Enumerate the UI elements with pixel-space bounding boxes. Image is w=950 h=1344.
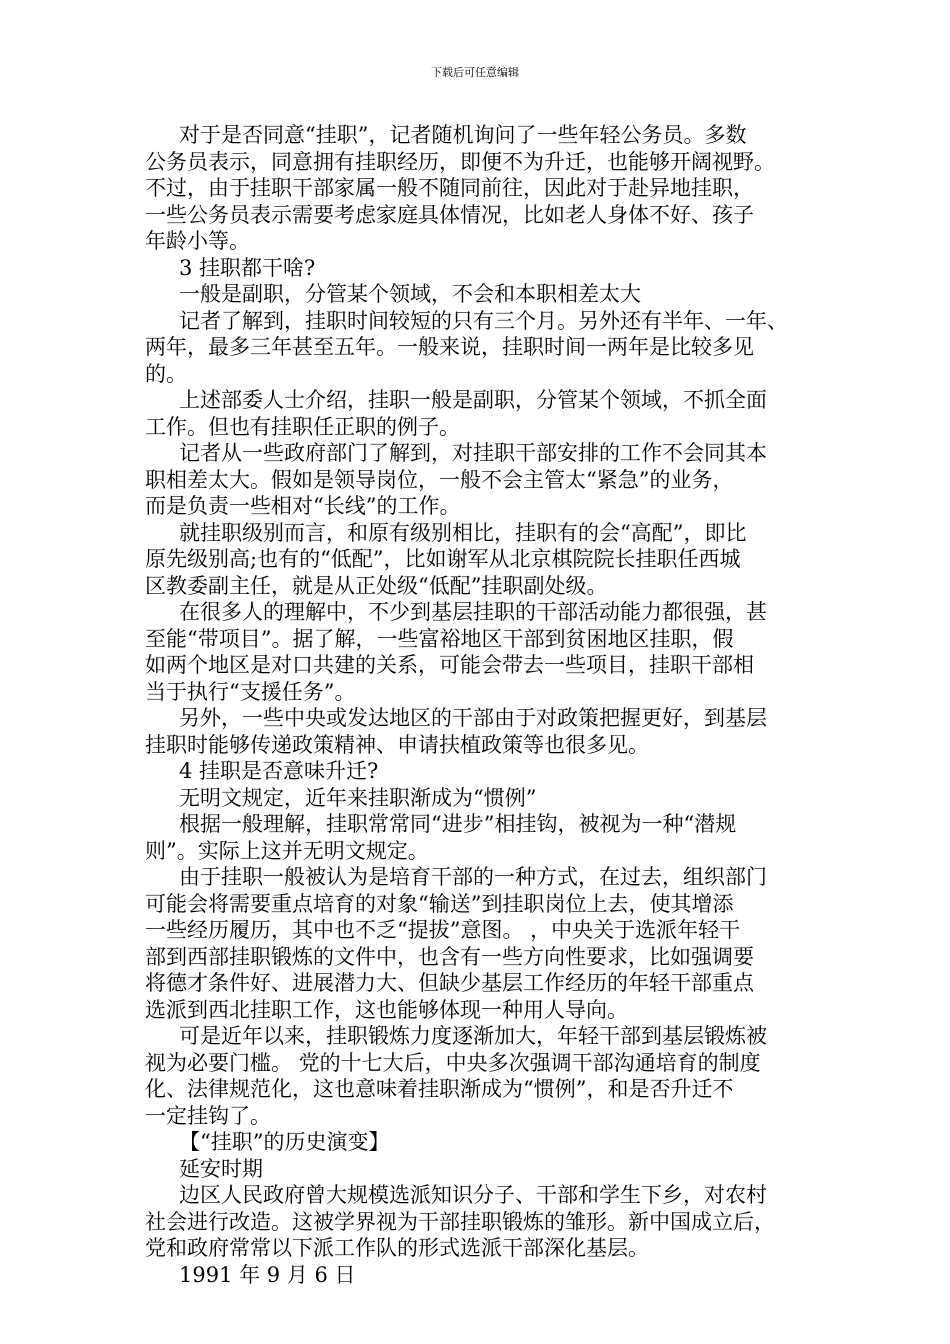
text-line: 一些公务员表示需要考虑家庭具体情况，比如老人身体不好、孩子	[145, 202, 754, 227]
text-line: 原先级别高;也有的“低配”，比如谢军从北京棋院院长挂职任西城	[145, 547, 741, 571]
text-line: 党和政府常常以下派工作队的形式选派干部深化基层。	[145, 1236, 649, 1260]
text-line: 记者了解到，挂职时间较短的只有三个月。另外还有半年、一年、	[179, 308, 788, 333]
text-line: 公务员表示，同意拥有挂职经历，即便不为升迁，也能够开阔视野。	[145, 149, 775, 174]
text-line: 两年，最多三年甚至五年。一般来说，挂职时间一两年是比较多见	[145, 335, 754, 359]
text-line: 部到西部挂职锻炼的文件中，也含有一些方向性要求，比如强调要	[145, 944, 754, 969]
text-line: 根据一般理解，挂职常常同“进步”相挂钩，被视为一种“潜规	[179, 812, 737, 836]
text-line: 至能“带项目”。据了解，一些富裕地区干部到贫困地区挂职，假	[145, 626, 734, 651]
text-line: 无明文规定，近年来挂职渐成为“惯例”	[179, 785, 537, 810]
text-line: 3 挂职都干啥?	[179, 255, 316, 280]
document-body	[145, 122, 817, 1288]
text-line: 而是负责一些相对“长线”的工作。	[145, 494, 461, 518]
text-line: 不过，由于挂职干部家属一般不随同前往，因此对于赴异地挂职，	[145, 176, 754, 200]
text-line: 一些经历履历，其中也不乏“提拔”意图。 ，中央关于选派年轻干	[145, 918, 741, 942]
text-line: 区教委副主任，就是从正处级“低配”挂职副处级。	[145, 573, 608, 598]
text-line: 一般是副职，分管某个领域，不会和本职相差太大	[179, 282, 641, 306]
text-line: 将德才条件好、进展潜力大、但缺少基层工作经历的年轻干部重点	[145, 971, 754, 995]
text-line: 挂职时能够传递政策精神、申请扶植政策等也很多见。	[145, 732, 649, 757]
text-line: 如两个地区是对口共建的关系，可能会带去一些项目，挂职干部相	[145, 653, 754, 677]
text-line: 年龄小等。	[145, 229, 250, 253]
text-line: 可是近年以来，挂职锻炼力度逐渐加大，年轻干部到基层锻炼被	[179, 1024, 767, 1048]
text-line: 化、法律规范化，这也意味着挂职渐成为“惯例”，和是否升迁不	[145, 1077, 734, 1101]
text-line: 【“挂职”的历史演变】	[179, 1130, 390, 1154]
text-line: 1991 年 9 月 6 日	[179, 1262, 356, 1287]
text-line: 4 挂职是否意味升迁?	[179, 759, 379, 783]
text-line: 在很多人的理解中，不少到基层挂职的干部活动能力都很强，甚	[179, 600, 767, 624]
text-line: 延安时期	[179, 1156, 263, 1181]
text-line: 一定挂钩了。	[145, 1103, 271, 1128]
page-header: 下载后可任意编辑	[431, 66, 519, 79]
text-line: 由于挂职一般被认为是培育干部的一种方式，在过去，组织部门	[179, 865, 767, 889]
text-line: 另外，一些中央或发达地区的干部由于对政策把握更好，到基层	[179, 706, 767, 730]
text-line: 可能会将需要重点培育的对象“输送”到挂职岗位上去，使其增添	[145, 891, 734, 916]
text-line: 当于执行“支援任务”。	[145, 679, 356, 704]
text-line: 上述部委人士介绍，挂职一般是副职，分管某个领域，不抓全面	[179, 388, 767, 412]
text-line: 边区人民政府曾大规模选派知识分子、干部和学生下乡，对农村	[179, 1183, 767, 1207]
text-line: 社会进行改造。这被学界视为干部挂职锻炼的雏形。新中国成立后，	[145, 1209, 775, 1234]
text-line: 的。	[145, 361, 187, 386]
text-line: 则”。实际上这并无明文规定。	[145, 838, 429, 863]
text-line: 视为必要门槛。 党的十七大后，中央多次强调干部沟通培育的制度	[145, 1050, 761, 1075]
text-line: 对于是否同意“挂职”，记者随机询问了一些年轻公务员。多数	[179, 123, 747, 147]
text-line: 职相差太大。假如是领导岗位，一般不会主管太“紧急”的业务，	[145, 467, 734, 492]
text-line: 选派到西北挂职工作，这也能够体现一种用人导向。	[145, 997, 628, 1022]
text-line: 记者从一些政府部门了解到，对挂职干部安排的工作不会同其本	[179, 441, 767, 465]
text-line: 工作。但也有挂职任正职的例子。	[145, 414, 460, 439]
text-line: 就挂职级别而言，和原有级别相比，挂职有的会“高配”，即比	[179, 520, 747, 545]
